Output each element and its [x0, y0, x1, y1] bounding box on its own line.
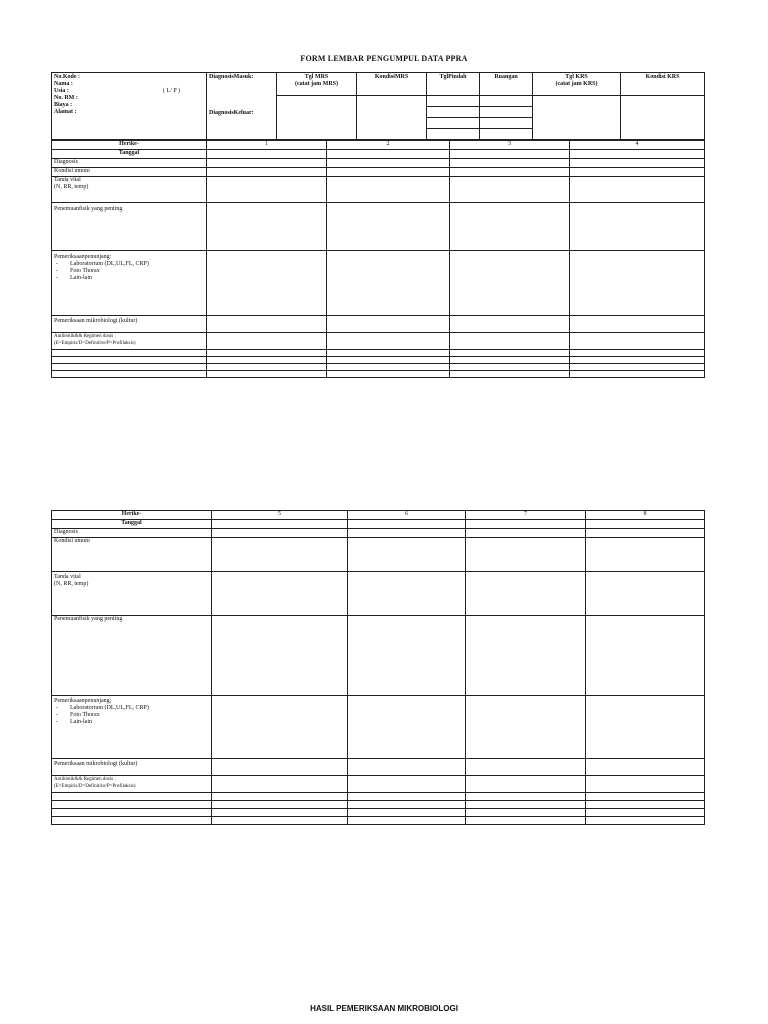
- hari-label: Herike-: [52, 511, 212, 520]
- blank-cell[interactable]: [450, 357, 570, 364]
- blank-cell[interactable]: [450, 364, 570, 371]
- blank-cell[interactable]: [450, 350, 570, 357]
- penunjang-item: - Foto Thorax: [68, 712, 209, 719]
- penunjang-cell[interactable]: [586, 696, 705, 759]
- diagnosis-cell[interactable]: [586, 529, 705, 538]
- patient-header-table: [51, 72, 705, 140]
- ruangan-value[interactable]: [480, 118, 533, 129]
- mikro-cell[interactable]: [570, 316, 705, 333]
- blank-row-label: [52, 357, 207, 364]
- blank-cell[interactable]: [586, 801, 705, 809]
- diagnosis-cell[interactable]: [207, 159, 327, 168]
- fisik-cell[interactable]: [207, 203, 327, 251]
- blank-cell[interactable]: [466, 801, 586, 809]
- antibiotik-cell[interactable]: [586, 776, 705, 793]
- vital-cell[interactable]: [586, 572, 705, 616]
- kondisi-krs-value[interactable]: [621, 96, 705, 140]
- diagnosis-label: Diagnosis: [52, 159, 207, 168]
- kondisi-mrs-value[interactable]: [357, 96, 427, 140]
- kondisi-cell[interactable]: [570, 168, 705, 177]
- antibiotik-cell[interactable]: [450, 333, 570, 350]
- blank-cell[interactable]: [570, 350, 705, 357]
- tanggal-cell[interactable]: [466, 520, 586, 529]
- diagnosis-cell[interactable]: [570, 159, 705, 168]
- tgl-krs-value[interactable]: [533, 96, 621, 140]
- vital-cell[interactable]: [466, 572, 586, 616]
- tgl-pindah-value[interactable]: [427, 96, 480, 107]
- tgl-mrs-label: Tgl MRS: [304, 74, 329, 80]
- tanggal-label: Tanggal: [52, 520, 212, 529]
- kondisi-cell[interactable]: [212, 538, 348, 572]
- vital-sub: (N, RR, temp): [54, 581, 89, 587]
- penunjang-item: - Lain-lain: [68, 719, 209, 726]
- blank-cell[interactable]: [327, 357, 450, 364]
- blank-cell[interactable]: [348, 817, 466, 825]
- tanggal-cell[interactable]: [348, 520, 466, 529]
- blank-cell[interactable]: [570, 371, 705, 378]
- kondisi-label: Kondisi umum: [52, 538, 212, 572]
- tgl-krs-header: [533, 73, 621, 96]
- blank-row-label: [52, 809, 212, 817]
- fisik-label: Penemuanfisik yang penting: [52, 203, 207, 251]
- kondisi-cell[interactable]: [207, 168, 327, 177]
- mikro-cell[interactable]: [466, 759, 586, 776]
- antibiotik-cell[interactable]: [348, 776, 466, 793]
- patient-info-cell: [52, 73, 207, 140]
- antibiotik-title: Antibiotik&& Regimen dosis :: [54, 777, 116, 782]
- kondisi-mrs-header: KondisiMRS: [357, 73, 427, 96]
- hari-label: Herike-: [52, 141, 207, 150]
- fisik-cell[interactable]: [348, 616, 466, 696]
- vital-cell[interactable]: [570, 177, 705, 203]
- mikro-cell[interactable]: [327, 316, 450, 333]
- day-header: 5: [212, 511, 348, 520]
- blank-cell[interactable]: [207, 357, 327, 364]
- ruangan-value[interactable]: [480, 129, 533, 140]
- vital-label: [52, 177, 207, 203]
- mikro-label: Pemeriksaan mikrobiologi (kultur): [52, 316, 207, 333]
- vital-cell[interactable]: [207, 177, 327, 203]
- blank-cell[interactable]: [466, 817, 586, 825]
- tanggal-cell[interactable]: [207, 150, 327, 159]
- blank-row-label: [52, 793, 212, 801]
- penunjang-cell[interactable]: [466, 696, 586, 759]
- vital-cell[interactable]: [348, 572, 466, 616]
- fisik-label: Penemuanfisik yang penting: [52, 616, 212, 696]
- form-title: FORM LEMBAR PENGUMPUL DATA PPRA: [300, 54, 468, 63]
- tgl-krs-label: Tgl KRS: [565, 74, 588, 80]
- day-header: 2: [327, 141, 450, 150]
- blank-cell[interactable]: [212, 801, 348, 809]
- antibiotik-cell[interactable]: [570, 333, 705, 350]
- blank-cell[interactable]: [348, 801, 466, 809]
- blank-cell[interactable]: [348, 793, 466, 801]
- penunjang-item: - Laboratorium (DL,UL,FL, CRP): [68, 261, 204, 268]
- blank-cell[interactable]: [586, 817, 705, 825]
- kondisi-cell[interactable]: [586, 538, 705, 572]
- diagnosis-label: Diagnosis: [52, 529, 212, 538]
- mikro-cell[interactable]: [212, 759, 348, 776]
- blank-cell[interactable]: [327, 350, 450, 357]
- tgl-mrs-value[interactable]: [277, 96, 357, 140]
- antibiotik-cell[interactable]: [212, 776, 348, 793]
- fisik-cell[interactable]: [327, 203, 450, 251]
- blank-row-label: [52, 350, 207, 357]
- blank-cell[interactable]: [466, 809, 586, 817]
- tanggal-label: Tanggal: [52, 150, 207, 159]
- day-header: 1: [207, 141, 327, 150]
- diagnosis-cell: [207, 73, 277, 140]
- penunjang-cell[interactable]: [207, 251, 327, 316]
- tgl-pindah-value[interactable]: [427, 118, 480, 129]
- blank-cell[interactable]: [570, 364, 705, 371]
- tanggal-cell[interactable]: [327, 150, 450, 159]
- tanggal-cell[interactable]: [450, 150, 570, 159]
- penunjang-label: [52, 696, 212, 759]
- fisik-cell[interactable]: [450, 203, 570, 251]
- diagnosis-cell[interactable]: [450, 159, 570, 168]
- diagnosis-cell[interactable]: [466, 529, 586, 538]
- tgl-mrs-note: (catat jam MRS): [295, 81, 338, 87]
- penunjang-cell[interactable]: [212, 696, 348, 759]
- fisik-cell[interactable]: [570, 203, 705, 251]
- kondisi-cell[interactable]: [348, 538, 466, 572]
- tanggal-cell[interactable]: [570, 150, 705, 159]
- blank-cell[interactable]: [586, 809, 705, 817]
- blank-cell[interactable]: [212, 817, 348, 825]
- fisik-cell[interactable]: [212, 616, 348, 696]
- blank-cell[interactable]: [450, 371, 570, 378]
- penunjang-item: - Laboratorium (DL,UL,FL, CRP): [68, 705, 209, 712]
- nama-label: Nama :: [54, 81, 73, 87]
- fisik-cell[interactable]: [586, 616, 705, 696]
- blank-cell[interactable]: [327, 371, 450, 378]
- daily-table-2: [51, 510, 705, 825]
- blank-cell[interactable]: [207, 371, 327, 378]
- vital-cell[interactable]: [450, 177, 570, 203]
- footer-heading: HASIL PEMERIKSAAN MIKROBIOLOGI: [310, 1004, 458, 1013]
- vital-cell[interactable]: [327, 177, 450, 203]
- antibiotik-label: [52, 333, 207, 350]
- tgl-krs-note: (catat jam KRS): [555, 81, 598, 87]
- penunjang-title: Pemeriksaanpenunjang;: [54, 698, 112, 704]
- diag-masuk-label: DiagnosisMasuk:: [209, 74, 254, 80]
- penunjang-cell[interactable]: [348, 696, 466, 759]
- blank-cell[interactable]: [207, 364, 327, 371]
- kondisi-cell[interactable]: [450, 168, 570, 177]
- day-header: 7: [466, 511, 586, 520]
- antibiotik-title: Antibiotik&& Regimen dosis :: [54, 334, 116, 339]
- blank-row-label: [52, 801, 212, 809]
- sex-label: ( L/ P ): [163, 88, 180, 94]
- mikro-cell[interactable]: [586, 759, 705, 776]
- blank-row-label: [52, 817, 212, 825]
- mikro-cell[interactable]: [450, 316, 570, 333]
- kondisi-cell[interactable]: [327, 168, 450, 177]
- diagnosis-cell[interactable]: [348, 529, 466, 538]
- penunjang-cell[interactable]: [327, 251, 450, 316]
- mikro-cell[interactable]: [207, 316, 327, 333]
- blank-row-label: [52, 364, 207, 371]
- diag-keluar-label: DiagnosisKeluar:: [209, 110, 254, 116]
- day-header: 3: [450, 141, 570, 150]
- mikro-label: Pemeriksaan mikrobiologi (kultur): [52, 759, 212, 776]
- usia-label: Usia :: [54, 88, 69, 94]
- blank-cell[interactable]: [207, 350, 327, 357]
- penunjang-cell[interactable]: [450, 251, 570, 316]
- antibiotik-cell[interactable]: [207, 333, 327, 350]
- blank-cell[interactable]: [586, 793, 705, 801]
- tgl-pindah-value[interactable]: [427, 129, 480, 140]
- ruangan-value[interactable]: [480, 96, 533, 107]
- rm-label: No. RM :: [54, 95, 78, 101]
- diagnosis-cell[interactable]: [327, 159, 450, 168]
- day-header: 8: [586, 511, 705, 520]
- ruangan-header: Ruangan: [480, 73, 533, 96]
- blank-cell[interactable]: [348, 809, 466, 817]
- blank-cell[interactable]: [212, 809, 348, 817]
- blank-row-label: [52, 371, 207, 378]
- day-header: 6: [348, 511, 466, 520]
- vital-title: Tanda vital: [54, 177, 81, 183]
- biaya-label: Biaya :: [54, 102, 73, 108]
- tanggal-cell[interactable]: [212, 520, 348, 529]
- kondisi-krs-header: Kondisi KRS: [621, 73, 705, 96]
- blank-cell[interactable]: [466, 793, 586, 801]
- penunjang-cell[interactable]: [570, 251, 705, 316]
- antibiotik-cell[interactable]: [327, 333, 450, 350]
- antibiotik-sub: (E=Empiris/D=Definitive/P=Profilaksis): [54, 341, 136, 346]
- kode-label: No.Kode :: [54, 74, 80, 80]
- tanggal-cell[interactable]: [586, 520, 705, 529]
- tgl-pindah-value[interactable]: [427, 107, 480, 118]
- penunjang-item: - Foto Thorax: [68, 268, 204, 275]
- blank-cell[interactable]: [212, 793, 348, 801]
- vital-cell[interactable]: [212, 572, 348, 616]
- antibiotik-cell[interactable]: [466, 776, 586, 793]
- mikro-cell[interactable]: [348, 759, 466, 776]
- vital-label: [52, 572, 212, 616]
- tgl-mrs-header: [277, 73, 357, 96]
- vital-title: Tanda vital: [54, 574, 81, 580]
- daily-table-1: [51, 140, 705, 378]
- penunjang-label: [52, 251, 207, 316]
- blank-cell[interactable]: [570, 357, 705, 364]
- fisik-cell[interactable]: [466, 616, 586, 696]
- diagnosis-cell[interactable]: [212, 529, 348, 538]
- kondisi-cell[interactable]: [466, 538, 586, 572]
- alamat-label: Alamat :: [54, 109, 77, 115]
- kondisi-label: Kondisi umum: [52, 168, 207, 177]
- vital-sub: (N, RR, temp): [54, 184, 89, 190]
- antibiotik-sub: (E=Empiris/D=Definitive/P=Profilaksis): [54, 784, 136, 789]
- penunjang-item: - Lain-lain: [68, 275, 204, 282]
- day-header: 4: [570, 141, 705, 150]
- ruangan-value[interactable]: [480, 107, 533, 118]
- tgl-pindah-header: TglPindah: [427, 73, 480, 96]
- antibiotik-label: [52, 776, 212, 793]
- blank-cell[interactable]: [327, 364, 450, 371]
- penunjang-title: Pemeriksaanpenunjang:: [54, 254, 112, 260]
